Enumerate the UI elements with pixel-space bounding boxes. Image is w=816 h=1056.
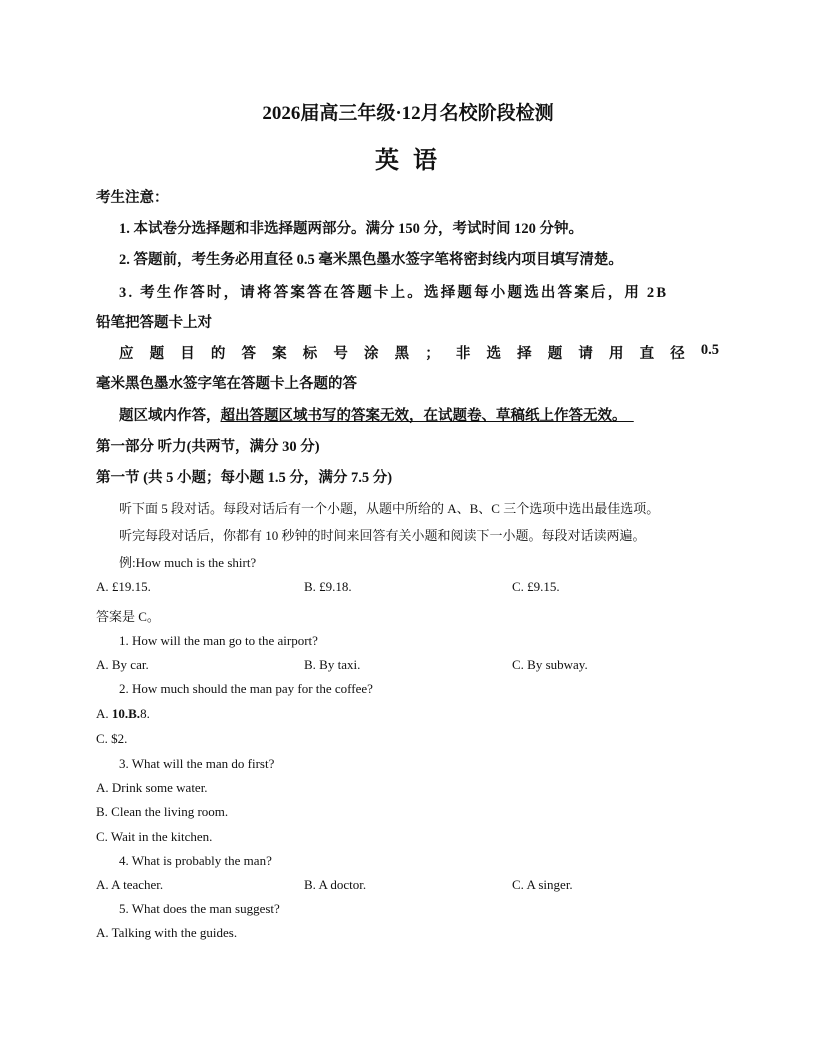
notice-item-3-line-1-text: 3. 考生作答时，请将答案答在答题卡上。选择题每小题选出答案后，用 2B xyxy=(119,285,669,301)
notice-item-3-line-1 xyxy=(119,281,718,302)
subject-title: 英 语 xyxy=(375,148,441,174)
spaced-char: 目 xyxy=(180,346,195,362)
q4-option-a: A. A teacher. xyxy=(96,877,164,892)
notice-item-1: 1. 本试卷分选择题和非选择题两部分。满分 150 分，考试时间 120 分钟。 xyxy=(119,221,583,237)
section-1-heading: 第一节 (共 5 小题；每小题 1.5 分，满分 7.5 分) xyxy=(96,470,393,486)
question-3: 3. What will the man do first? xyxy=(119,756,275,771)
notice-item-3-line-5 xyxy=(119,404,634,425)
spaced-char: 的 xyxy=(210,346,226,362)
q5-option-a: A. Talking with the guides. xyxy=(96,925,238,940)
question-5: 5. What does the man suggest? xyxy=(119,901,280,916)
spaced-char: 非 xyxy=(455,346,471,362)
q4-option-c: C. A singer. xyxy=(512,877,573,892)
q2-option-c: C. $2. xyxy=(96,731,128,746)
spaced-char: 涂 xyxy=(364,346,379,362)
notice-item-2: 2. 答题前，考生务必用直径 0.5 毫米黑色墨水签字笔将密封线内项目填写清楚。 xyxy=(119,252,623,268)
spaced-char: 径 xyxy=(670,346,685,362)
spaced-char: 题 xyxy=(149,346,165,362)
q1-option-a: A. By car. xyxy=(96,657,149,672)
spaced-char: 题 xyxy=(547,346,563,362)
spaced-char: 0.5 xyxy=(700,342,719,358)
q1-option-b: B. By taxi. xyxy=(304,657,361,672)
q2-option-a-prefix: A. xyxy=(96,706,112,721)
spaced-char: 号 xyxy=(333,346,348,362)
question-4: 4. What is probably the man? xyxy=(119,853,272,868)
spaced-char: ； xyxy=(425,346,440,362)
q4-option-b: B. A doctor. xyxy=(304,877,367,892)
example-option-a: A. £19.15. xyxy=(96,579,151,594)
q3-option-a: A. Drink some water. xyxy=(96,780,208,795)
question-1: 1. How will the man go to the airport? xyxy=(119,633,318,648)
spaced-char: 直 xyxy=(639,346,655,362)
q3-option-b: B. Clean the living room. xyxy=(96,804,229,819)
exam-title: 2026届高三年级·12月名校阶段检测 xyxy=(262,103,554,124)
q2-option-a-suffix: 8. xyxy=(140,706,150,721)
spaced-char: 标 xyxy=(302,346,318,362)
notice-underlined-text: 超出答题区域书写的答案无效，在试题卷、草稿纸上作答无效。 xyxy=(220,408,627,424)
spaced-char: 黑 xyxy=(394,346,410,362)
example-question: 例:How much is the shirt? xyxy=(119,555,257,570)
spaced-char: 应 xyxy=(119,346,134,362)
spaced-char: 择 xyxy=(517,346,532,362)
notice-heading: 考生注意： xyxy=(96,190,169,206)
example-option-c: C. £9.15. xyxy=(512,579,560,594)
spaced-char: 答 xyxy=(241,346,256,362)
q3-option-c: C. Wait in the kitchen. xyxy=(96,829,213,844)
question-2: 2. How much should the man pay for the coffee? xyxy=(119,681,373,696)
notice-item-3-line-3 xyxy=(119,342,719,363)
example-option-b: B. £9.18. xyxy=(304,579,352,594)
spaced-char: 用 xyxy=(609,346,624,362)
spaced-char: 选 xyxy=(486,346,501,362)
spaced-char: 请 xyxy=(578,346,593,362)
q2-option-a-bold: 10.B. xyxy=(111,706,141,721)
instruction-1: 听下面 5 段对话。每段对话后有一个小题，从题中所给的 A、B、C 三个选项中选出最佳选项。 xyxy=(119,501,660,516)
instruction-2: 听完每段对话后，你都有 10 秒钟的时间来回答有关小题和阅读下一小题。每段对话读两遍。 xyxy=(119,528,646,543)
spaced-char: 案 xyxy=(272,346,287,362)
part-1-heading: 第一部分 听力(共两节，满分 30 分) xyxy=(96,439,320,455)
q2-option-a xyxy=(96,706,150,722)
notice-item-3-line-2: 铅笔把答题卡上对 xyxy=(96,315,212,331)
notice-plain-text: 题区域内作答， xyxy=(119,408,221,424)
example-answer: 答案是 C。 xyxy=(96,609,160,624)
q1-option-c: C. By subway. xyxy=(512,657,588,672)
notice-item-3-line-4: 毫米黑色墨水签字笔在答题卡上各题的答 xyxy=(96,376,357,392)
